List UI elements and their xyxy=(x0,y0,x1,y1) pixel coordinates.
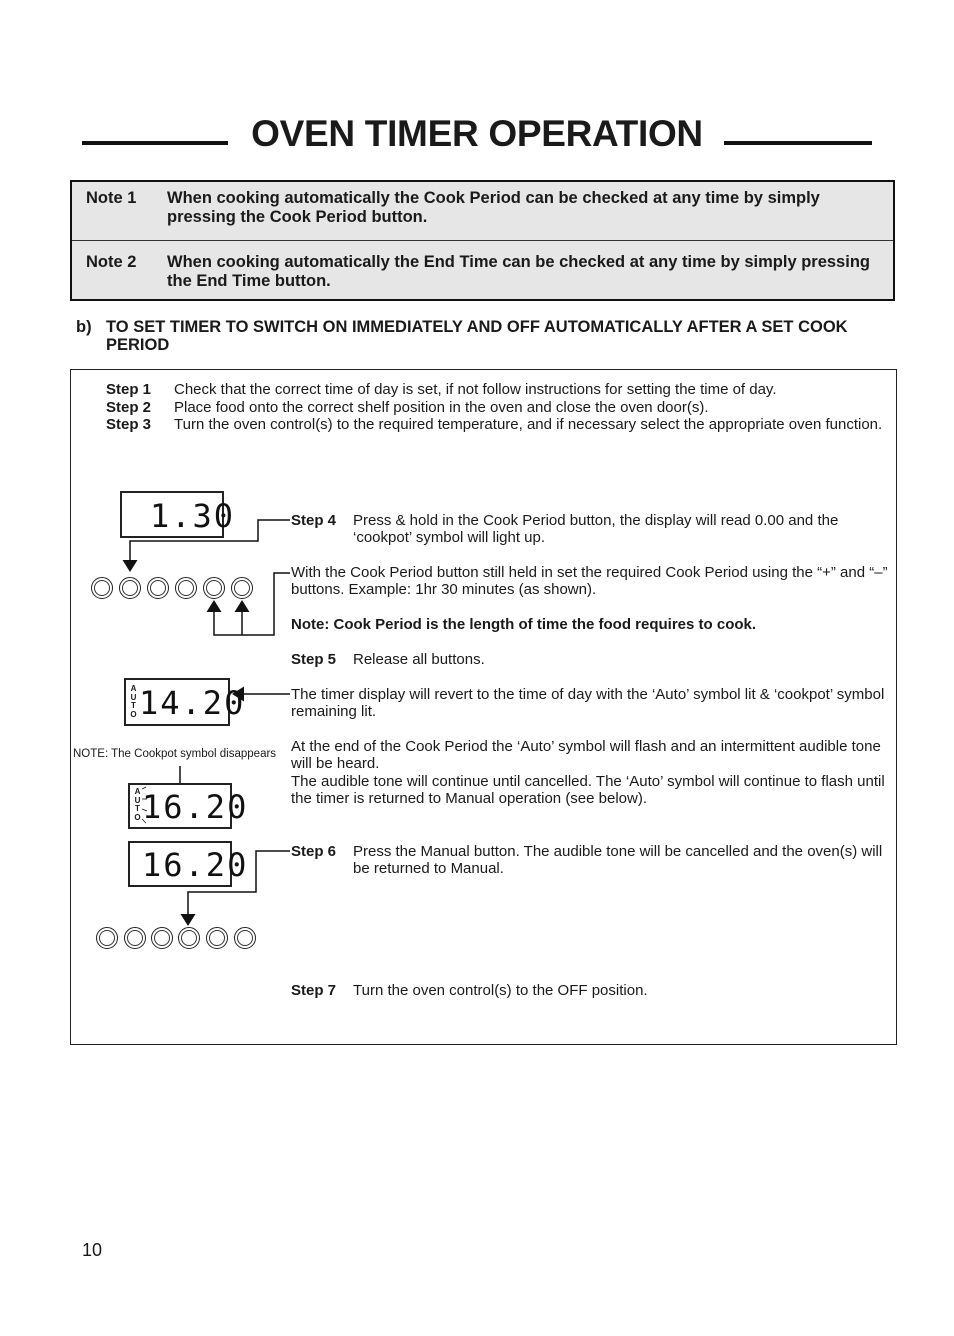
note-2-label: Note 2 xyxy=(86,253,137,271)
cook-period-note: Note: Cook Period is the length of time the food requires to cook. xyxy=(291,616,757,633)
timer-button-3[interactable] xyxy=(147,577,169,599)
section-title: TO SET TIMER TO SWITCH ON IMMEDIATELY AND OFF AUTOMATICALLY AFTER A SET COOK PERIOD xyxy=(106,318,848,354)
page-title: OVEN TIMER OPERATION xyxy=(251,113,703,154)
timer-button-2[interactable] xyxy=(119,577,141,599)
step-5-label: Step 5 xyxy=(291,651,337,668)
timer-display-manual xyxy=(128,841,249,887)
page-number: 10 xyxy=(82,1240,103,1260)
timer-button-1[interactable] xyxy=(91,577,113,599)
step-2-label: Step 2 xyxy=(106,399,152,416)
display-digits: 16.20 xyxy=(142,788,249,826)
end-period-paragraph: At the end of the Cook Period the ‘Auto’ symbol will flash and an intermittent audible tone will be heard. xyxy=(291,738,881,772)
connector-plus-minus xyxy=(214,573,290,635)
timer-button-5[interactable] xyxy=(206,927,228,949)
step-7-label: Step 7 xyxy=(291,982,337,999)
step-4-text: Press & hold in the Cook Period button, the display will read 0.00 and the ‘cookpot’ symbol will light up. xyxy=(353,512,839,546)
revert-paragraph: The timer display will revert to the time of day with the ‘Auto’ symbol lit & ‘cookpot’ symbol remaining lit. xyxy=(291,686,885,720)
step-1-label: Step 1 xyxy=(106,381,152,398)
step-4-label: Step 4 xyxy=(291,512,337,529)
note-2-text: When cooking automatically the End Time can be checked at any time by simply pressing the End Time button. xyxy=(167,253,870,290)
step-3-text: Turn the oven control(s) to the required temperature, and if necessary select the appropriate oven function. xyxy=(174,416,883,433)
timer-button-manual[interactable] xyxy=(178,927,200,949)
timer-button-minus[interactable] xyxy=(231,577,253,599)
audible-tone-paragraph: The audible tone will continue until cancelled. The ‘Auto’ symbol will continue to flash until the timer is returned to Manual operation (see below). xyxy=(291,773,885,807)
note-1-label: Note 1 xyxy=(86,189,137,207)
timer-button-plus[interactable] xyxy=(203,577,225,599)
display-digits: 14.20 xyxy=(139,684,246,722)
timer-button-3[interactable] xyxy=(151,927,173,949)
timer-button-1[interactable] xyxy=(96,927,118,949)
step-5-text: Release all buttons. xyxy=(353,651,485,668)
display-digits: 16.20 xyxy=(142,846,249,884)
auto-symbol-flashing: A U T O xyxy=(134,787,141,822)
note-1-text: When cooking automatically the Cook Period can be checked at any time by simply pressing the Cook Period button. xyxy=(167,189,820,226)
step-3-label: Step 3 xyxy=(106,416,152,433)
step-2-text: Place food onto the correct shelf position in the oven and close the oven door(s). xyxy=(174,399,709,416)
step-7-text: Turn the oven control(s) to the OFF position. xyxy=(353,982,648,999)
display-digits: 1.30 xyxy=(150,497,236,535)
cookpot-caption: NOTE: The Cookpot symbol disappears xyxy=(73,748,277,760)
step-6-label: Step 6 xyxy=(291,843,337,860)
step-6-text: Press the Manual button. The audible tone will be cancelled and the oven(s) will be returned to Manual. xyxy=(353,843,883,877)
timer-display-auto xyxy=(124,678,246,726)
cook-period-paragraph: With the Cook Period button still held in set the required Cook Period using the “+” and “–” buttons. Example: 1hr 30 minutes (as shown). xyxy=(291,564,888,598)
timer-display-auto-flashing xyxy=(128,783,249,829)
timer-display-cook-period xyxy=(120,491,236,538)
timer-button-6[interactable] xyxy=(234,927,256,949)
section-letter: b) xyxy=(76,318,92,336)
step-1-text: Check that the correct time of day is set, if not follow instructions for setting the time of day. xyxy=(174,381,777,398)
timer-button-4[interactable] xyxy=(175,577,197,599)
timer-button-2[interactable] xyxy=(124,927,146,949)
auto-symbol: A U T O xyxy=(130,684,137,719)
